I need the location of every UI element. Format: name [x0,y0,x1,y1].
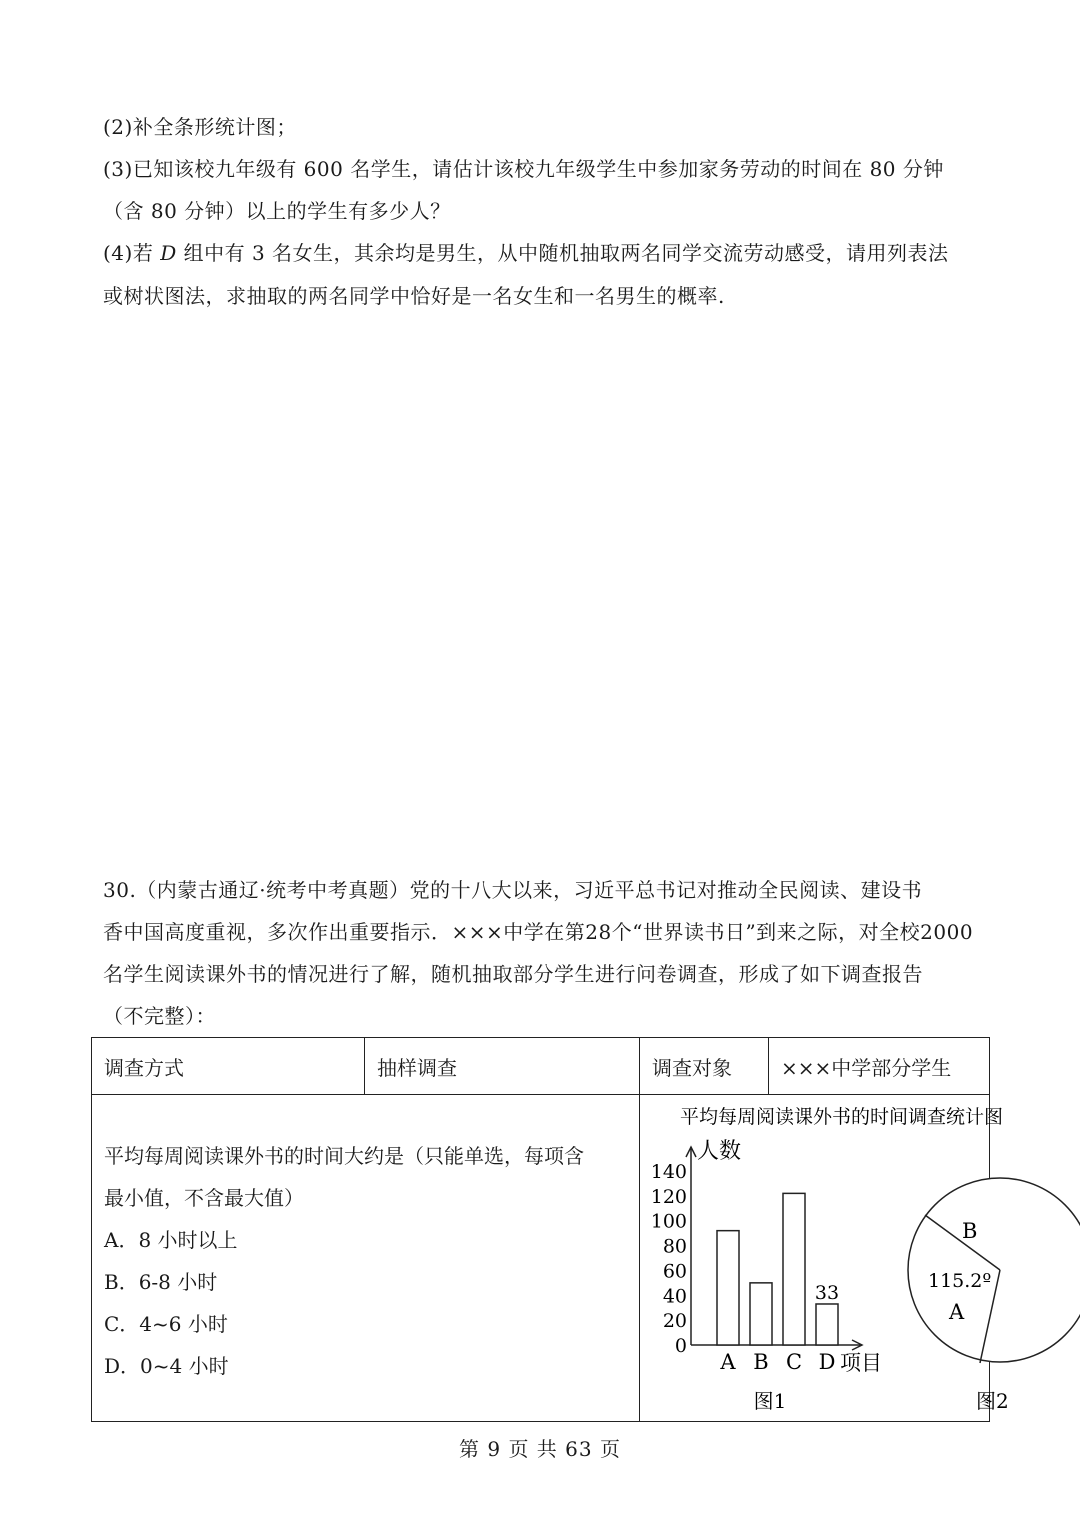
x-tick-label: C [785,1350,803,1374]
y-tick-label: 0 [674,1335,687,1357]
question-part-2: (2)补全条形统计图； [103,115,297,139]
bar-chart [651,1139,882,1413]
y-tick-label: 80 [662,1235,687,1258]
pie-slice-label: A [949,1300,965,1324]
chart-cell [640,1095,1009,1422]
pie-slice-label: B [962,1219,978,1243]
chart-title: 平均每周阅读课外书的时间调查统计图 [680,1106,1004,1128]
survey-report-table [91,1037,1009,1422]
y-tick-label: 100 [650,1210,687,1233]
question-part-4-cont: 或树状图法，求抽取的两名同学中恰好是一名女生和一名男生的概率. [103,284,725,308]
bar-d [816,1304,838,1345]
bar-c [783,1193,805,1345]
option-c: C．4~6 小时 [104,1312,228,1336]
charts-svg [640,1095,1009,1421]
option-b: B．6-8 小时 [104,1270,218,1294]
y-tick-label: 140 [650,1161,687,1183]
question-30-line-1: 30.（内蒙古通辽·统考中考真题）党的十八大以来，习近平总书记对推动全民阅读、建设书 [103,878,923,902]
figure-2-caption: 图2 [976,1389,1009,1413]
question-cell [92,1095,640,1422]
question-part-3: (3)已知该校九年级有 600 名学生，请估计该校九年级学生中参加家务劳动的时间在 80 分钟 [103,157,944,181]
x-axis-label: 项目 [840,1351,882,1375]
option-a: A．8 小时以上 [104,1228,238,1252]
bar-data-label: 33 [814,1281,840,1304]
pie-chart [908,1178,1080,1413]
y-tick-label: 120 [650,1185,687,1208]
method-value: 抽样调查 [365,1038,640,1095]
option-d: D．0~4 小时 [104,1354,229,1378]
part4-text: 组中有 3 名女生，其余均是男生，从中随机抽取两名同学交流劳动感受，请用列表法 [176,241,949,265]
figure-1-caption: 图1 [753,1389,787,1413]
question-part-4 [103,239,949,267]
question-30-line-3: 名学生阅读课外书的情况进行了解，随机抽取部分学生进行问卷调查，形成了如下调查报告 [103,962,923,986]
x-tick-label: B [753,1350,769,1374]
question-part-3-cont: （含 80 分钟）以上的学生有多少人？ [103,199,451,223]
y-tick-label: 60 [662,1260,687,1283]
y-axis-label: 人数 [697,1139,742,1164]
part4-prefix: (4)若 [103,241,161,265]
method-label: 调查方式 [92,1038,365,1095]
object-value: ×××中学部分学生 [769,1038,990,1095]
bar-a [717,1231,739,1345]
question-30-line-4: （不完整）： [103,1004,216,1028]
x-tick-label: D [818,1350,836,1374]
bar-b [750,1283,772,1345]
question-30-line-2: 香中国高度重视，多次作出重要指示．×××中学在第28个“世界读书日”到来之际，对全校2000 [103,920,974,944]
question-block [104,1135,632,1387]
x-tick-label: A [720,1350,736,1374]
pie-angle-annotation: 115.2º [928,1270,992,1292]
page-footer: 第 9 页 共 63 页 [459,1437,621,1461]
y-tick-label: 40 [662,1285,687,1308]
survey-question: 平均每周阅读课外书的时间大约是（只能单选，每项含 [104,1144,584,1168]
survey-question-cont: 最小值，不含最大值） [104,1186,304,1210]
y-tick-label: 20 [662,1310,687,1333]
object-label: 调查对象 [640,1038,769,1095]
group-d-letter: D [160,241,177,265]
